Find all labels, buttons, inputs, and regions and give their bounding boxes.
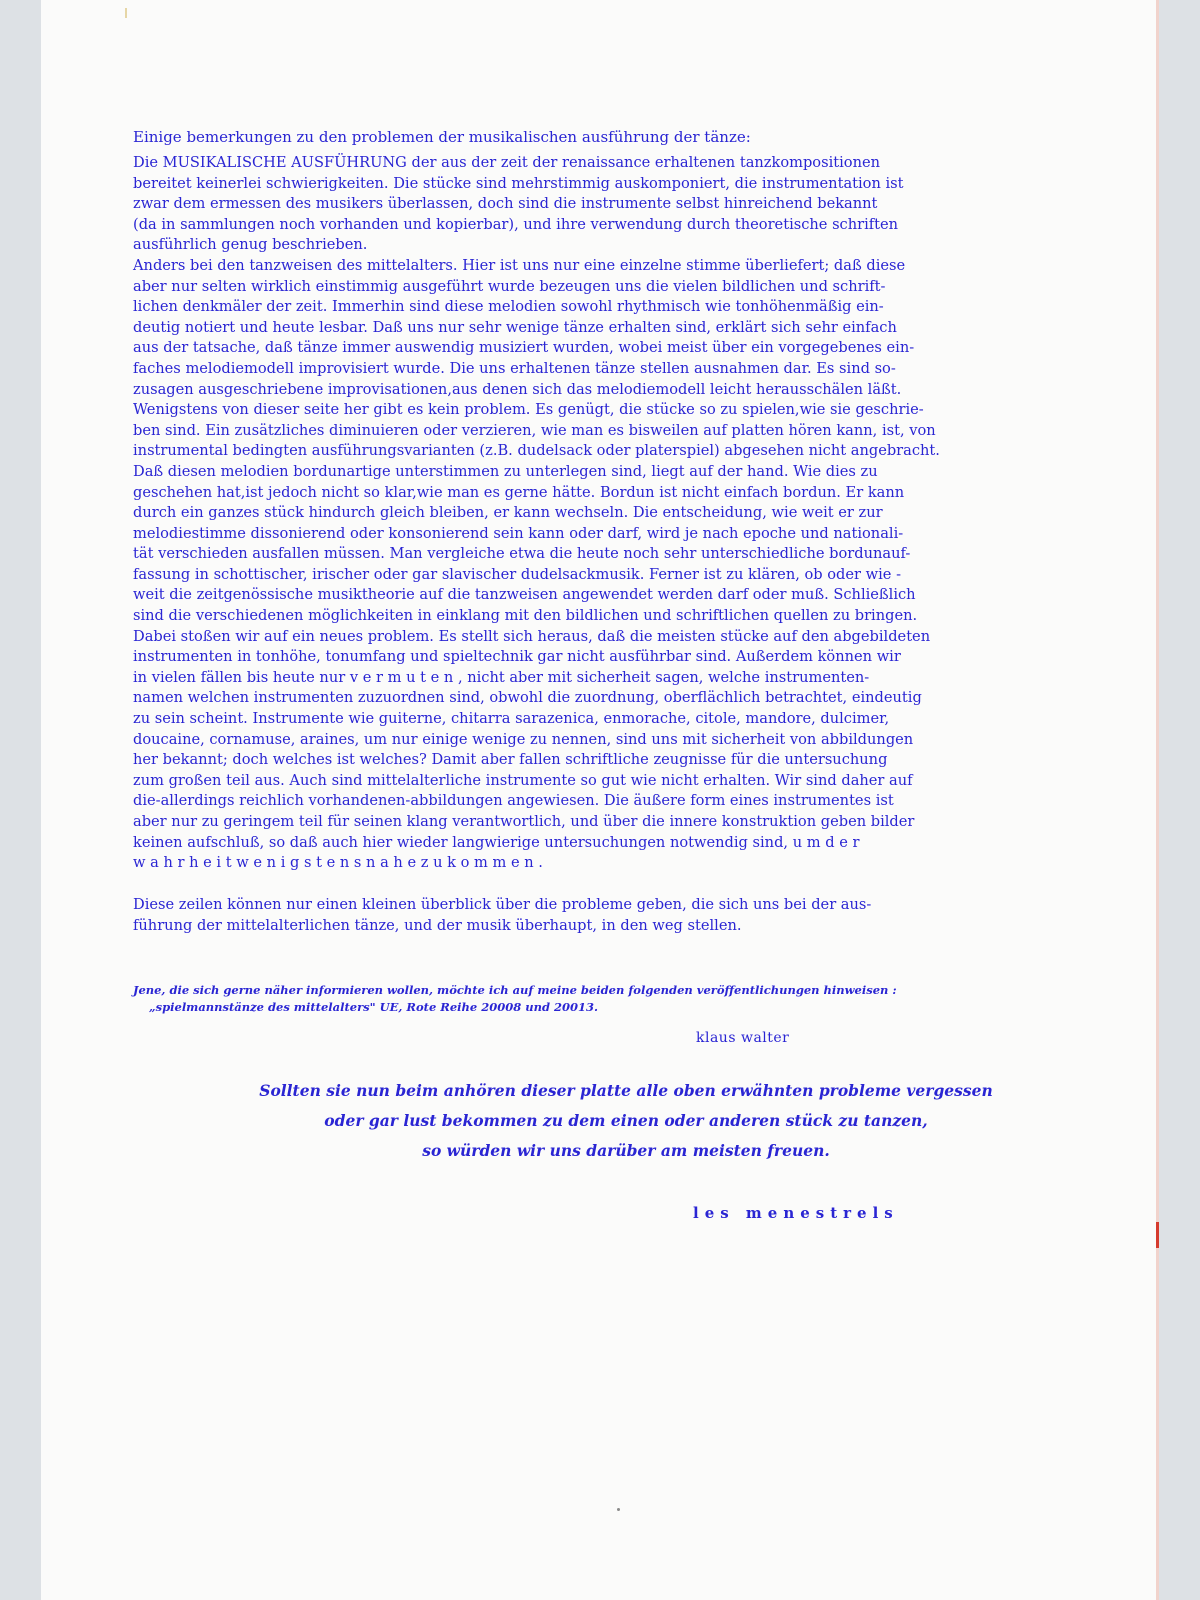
- note-line: Jene, die sich gerne näher informieren wollen, möchte ich auf meine beiden folgenden veröffentlichungen hinweisen :: [133, 982, 897, 997]
- document-page: [41, 0, 1159, 1600]
- text-line: in vielen fällen bis heute nur v e r m u t e n , nicht aber mit sicherheit sagen, welche instrumenten-: [133, 668, 870, 686]
- closing-line: so würden wir uns darüber am meisten freuen.: [422, 1140, 830, 1160]
- spaced-line: w a h r h e i t w e n i g s t e n s n a h e z u k o m m e n .: [133, 854, 543, 872]
- text-line: deutig notiert und heute lesbar. Daß uns nur sehr wenige tänze erhalten sind, erklärt sich sehr einfach: [133, 318, 897, 336]
- text-line: Daß diesen melodien bordunartige unterstimmen zu unterlegen sind, liegt auf der hand. Wie dies zu: [133, 462, 878, 480]
- text-line: Die MUSIKALISCHE AUSFÜHRUNG der aus der zeit der renaissance erhaltenen tanzkompositionen: [133, 154, 881, 171]
- closing-line: oder gar lust bekommen zu dem einen oder anderen stück zu tanzen,: [324, 1110, 928, 1130]
- text-line: bereitet keinerlei schwierigkeiten. Die stücke sind mehrstimmig auskomponiert, die instrumentation ist: [133, 174, 904, 192]
- text-line: zwar dem ermessen des musikers überlassen, doch sind die instrumente selbst hinreichend bekannt: [133, 195, 878, 213]
- text-line: zum großen teil aus. Auch sind mittelalterliche instrumente so gut wie nicht erhalten. Wir sind daher auf: [133, 771, 913, 789]
- text-line: Anders bei den tanzweisen des mittelalters. Hier ist uns nur eine einzelne stimme überliefert; daß diese: [133, 256, 906, 274]
- text-line: zusagen ausgeschriebene improvisationen,aus denen sich das melodiemodell leicht herausschälen läßt.: [133, 380, 902, 398]
- text-line: ben sind. Ein zusätzliches diminuieren oder verzieren, wie man es bisweilen auf platten hören kann, ist, von: [133, 421, 936, 439]
- paper-mark: [125, 8, 127, 18]
- text-line: Wenigstens von dieser seite her gibt es kein problem. Es genügt, die stücke so zu spielen,wie sie geschrie-: [133, 401, 924, 419]
- text-line: durch ein ganzes stück hindurch gleich bleiben, er kann wechseln. Die entscheidung, wie weit er zur: [133, 504, 883, 522]
- signature: les menestrels: [693, 1203, 899, 1222]
- text-line: führung der mittelalterlichen tänze, und der musik überhaupt, in den weg stellen.: [133, 916, 742, 934]
- text-line: ausführlich genug beschrieben.: [133, 236, 368, 254]
- paper-speck: [617, 1508, 620, 1511]
- text-line: melodiestimme dissonierend oder konsonierend sein kann oder darf, wird je nach epoche und nationali-: [133, 524, 904, 542]
- text-line: instrumenten in tonhöhe, tonumfang und spieltechnik gar nicht ausführbar sind. Außerdem können wir: [133, 648, 901, 666]
- text-line: sind die verschiedenen möglichkeiten in einklang mit den bildlichen und schriftlichen quellen zu bringen.: [133, 607, 918, 625]
- text-line: zu sein scheint. Instrumente wie guiterne, chitarra sarazenica, enmorache, citole, mandore, dulcimer,: [133, 710, 890, 728]
- author-name: klaus walter: [696, 1029, 790, 1046]
- closing-paragraph: [133, 1076, 1123, 1166]
- text-line: fassung in schottischer, irischer oder gar slavischer dudelsackmusik. Ferner ist zu klären, ob oder wie -: [133, 565, 902, 583]
- note-line: „spielmannstänze des mittelalters" UE, Rote Reihe 20008 und 20013.: [149, 999, 599, 1014]
- text-line: instrumental bedingten ausführungsvarianten (z.B. dudelsack oder platerspiel) abgesehen nicht angebracht.: [133, 442, 940, 460]
- text-line: keinen aufschluß, so daß auch hier wieder langwierige untersuchungen notwendig sind, u m d e r: [133, 833, 860, 851]
- text-line: aus der tatsache, daß tänze immer auswendig musiziert wurden, wobei meist über ein vorgegebenes ein-: [133, 339, 915, 357]
- text-line: lichen denkmäler der zeit. Immerhin sind diese melodien sowohl rhythmisch wie tonhöhenmäßig ein-: [133, 298, 884, 316]
- paragraph-gap: [133, 874, 1123, 894]
- text-line: namen welchen instrumenten zuzuordnen sind, obwohl die zuordnung, oberflächlich betrachtet, eindeutig: [133, 689, 922, 707]
- closing-line: Sollten sie nun beim anhören dieser platte alle oben erwähnten probleme vergessen: [259, 1080, 993, 1100]
- text-line: weit die zeitgenössische musiktheorie auf die tanzweisen angewendet werden darf oder muß. Schließlich: [133, 586, 916, 604]
- page-edge-stripe: [1156, 0, 1159, 1600]
- text-line: her bekannt; doch welches ist welches? Damit aber fallen schriftliche zeugnisse für die untersuchung: [133, 751, 888, 769]
- text-line: doucaine, cornamuse, araines, um nur einige wenige zu nennen, sind uns mit sicherheit von abbildungen: [133, 730, 914, 748]
- text-line: geschehen hat,ist jedoch nicht so klar,wie man es gerne hätte. Bordun ist nicht einfach bordun. Er kann: [133, 483, 905, 501]
- text-line: faches melodiemodell improvisiert wurde. Die uns erhaltenen tänze stellen ausnahmen dar. Es sind so-: [133, 359, 896, 377]
- main-paragraph: [133, 153, 1123, 874]
- document-heading: Einige bemerkungen zu den problemen der musikalischen ausführung der tänze:: [133, 128, 751, 146]
- text-line: tät verschieden ausfallen müssen. Man vergleiche etwa die heute noch sehr unterschiedliche bordunauf-: [133, 545, 911, 563]
- text-line: die-allerdings reichlich vorhandenen-abbildungen angewiesen. Die äußere form eines instrumentes ist: [133, 792, 894, 810]
- outro-paragraph: [133, 894, 1123, 936]
- reference-note: [133, 982, 1123, 1016]
- text-line: (da in sammlungen noch vorhanden und kopierbar), und ihre verwendung durch theoretische schriften: [133, 215, 899, 233]
- text-line: aber nur zu geringem teil für seinen klang verantwortlich, und über die innere konstruktion geben bilder: [133, 813, 915, 830]
- document-text: [133, 128, 1123, 1222]
- text-line: Dabei stoßen wir auf ein neues problem. Es stellt sich heraus, daß die meisten stücke auf den abgebildeten: [133, 627, 931, 645]
- text-line: Diese zeilen können nur einen kleinen überblick über die probleme geben, die sich uns bei der aus-: [133, 895, 872, 913]
- text-line: aber nur selten wirklich einstimmig ausgeführt wurde bezeugen uns die vielen bildlichen und schrift-: [133, 277, 886, 295]
- page-edge-mark: [1156, 1222, 1159, 1248]
